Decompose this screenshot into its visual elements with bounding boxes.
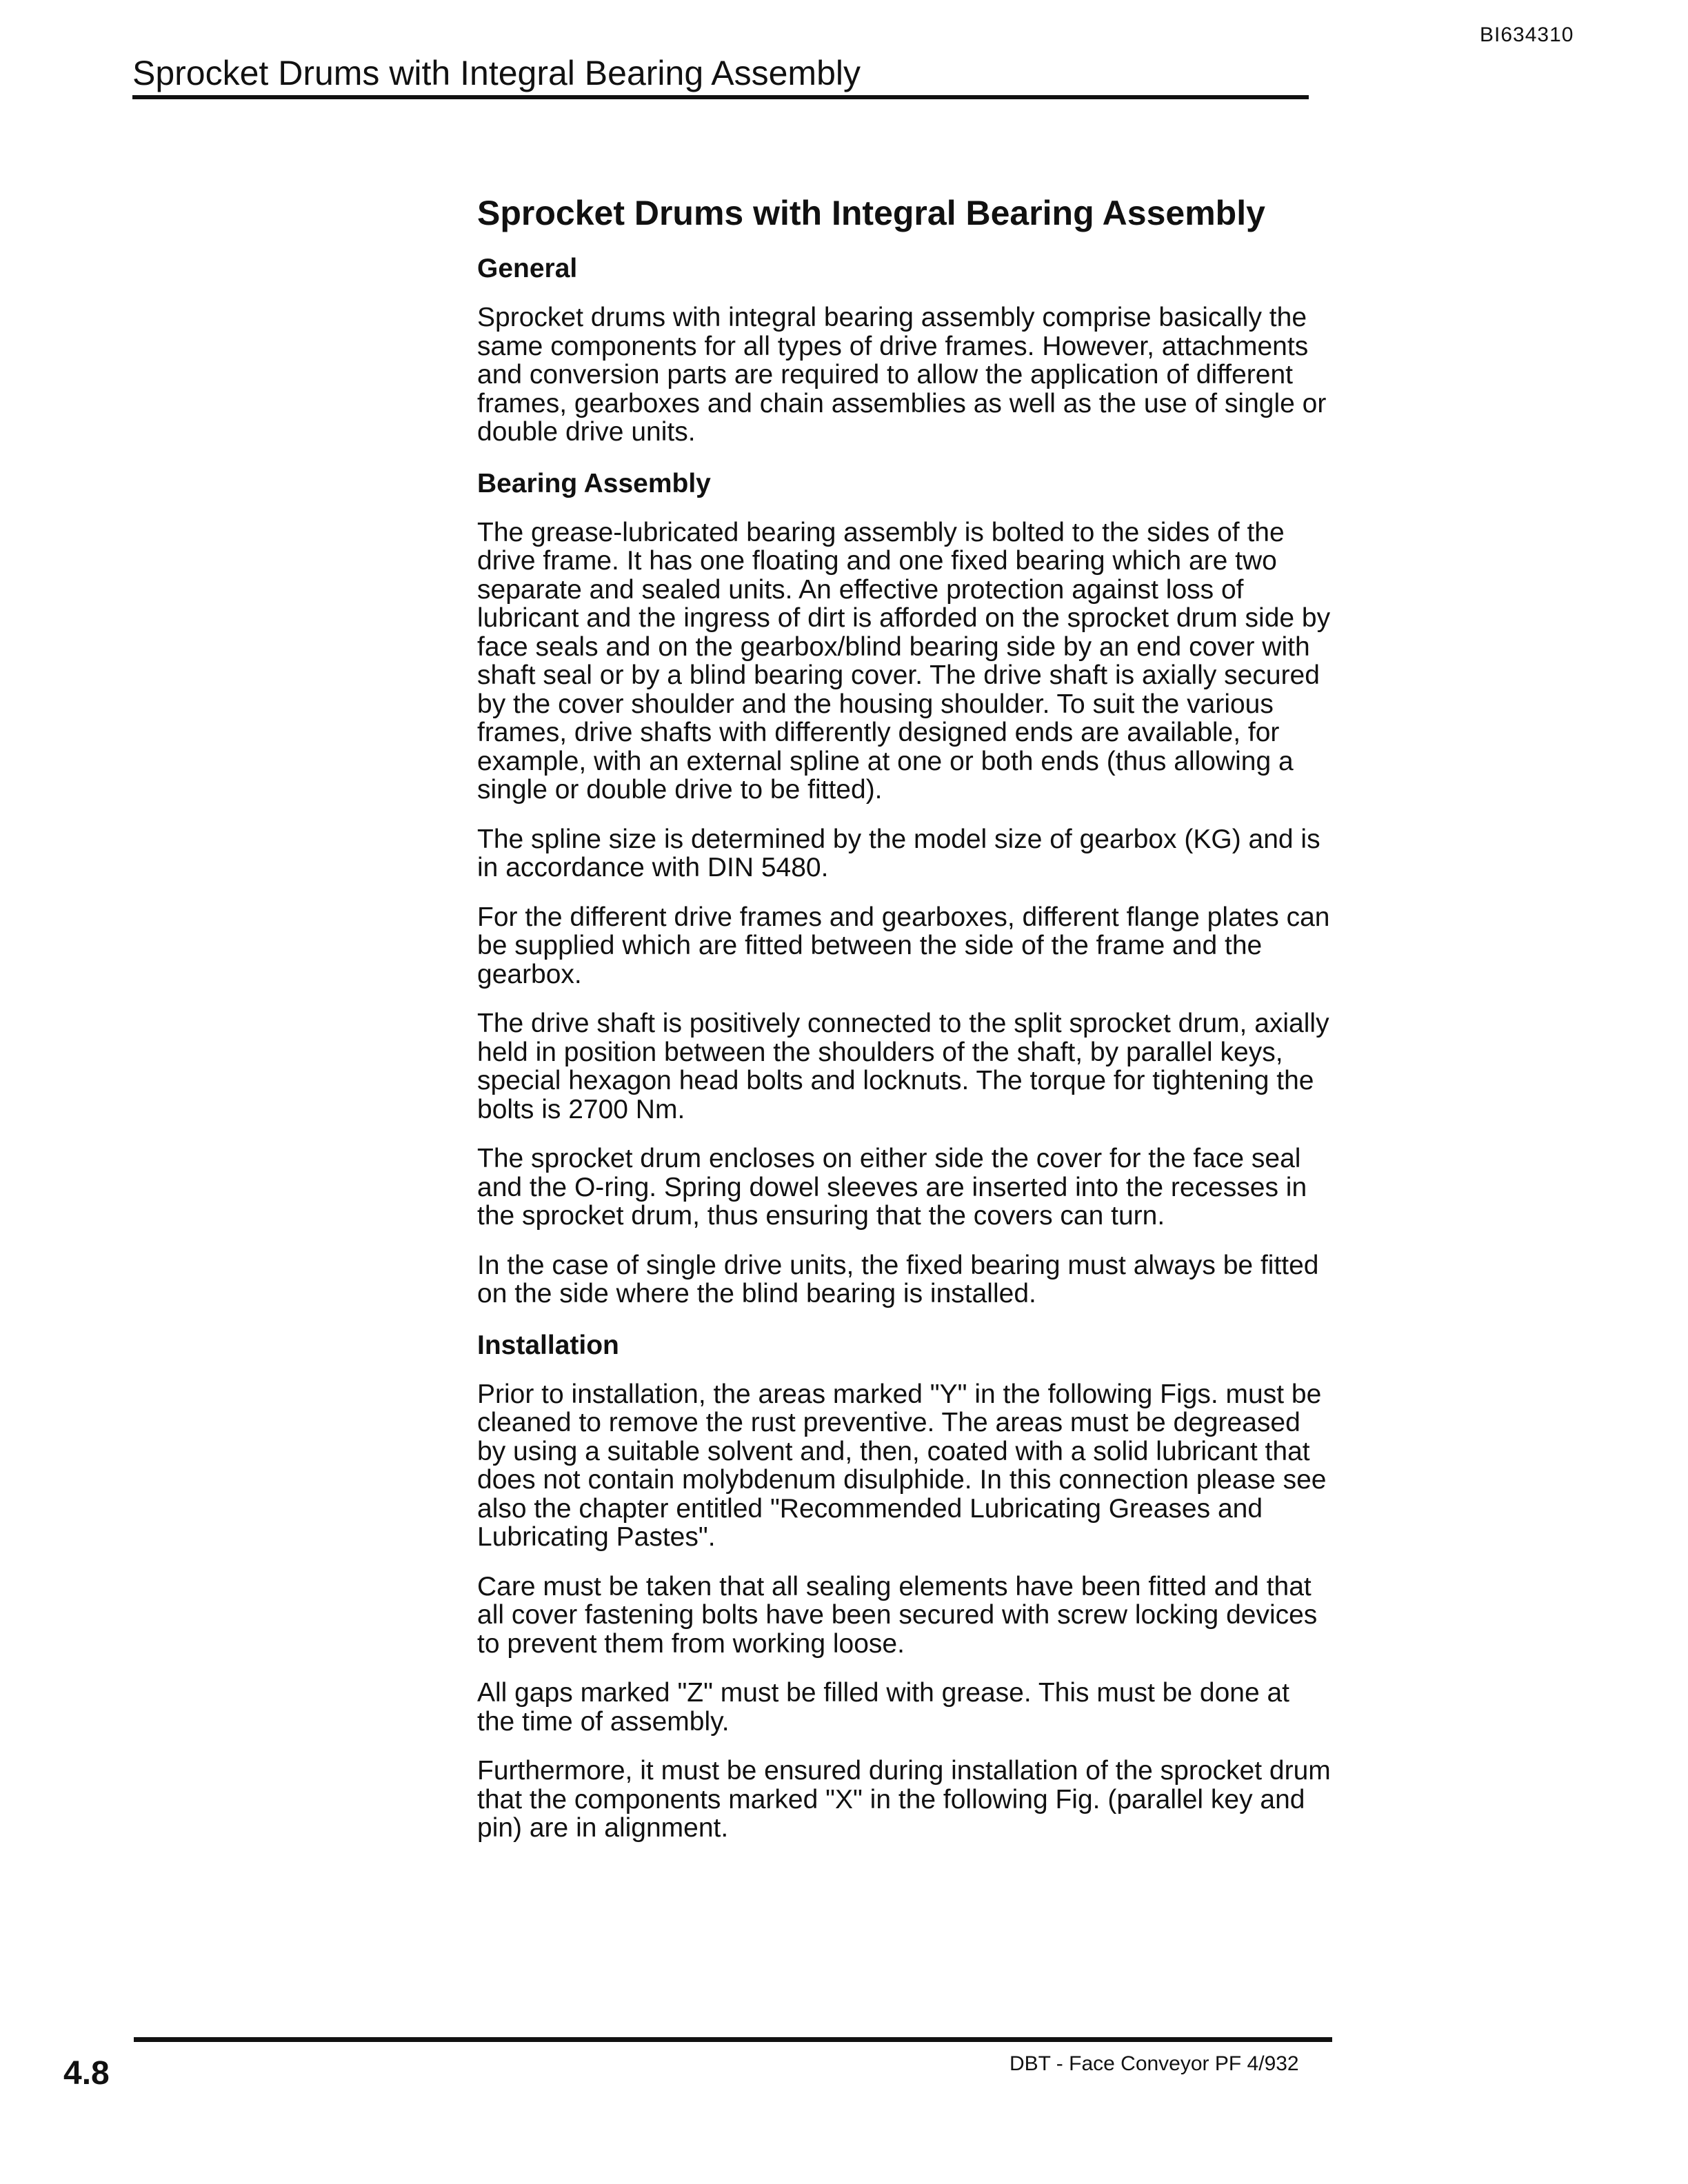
paragraph-installation-4: Furthermore, it must be ensured during installation of the sprocket drum that the components marked "X" in the following Fig. (parallel key and pin) are in alignment.: [477, 1756, 1331, 1843]
subheading-installation: Installation: [477, 1330, 619, 1360]
paragraph-bearing-assembly-6: In the case of single drive units, the fixed bearing must always be fitted on the side where the blind bearing is installed.: [477, 1250, 1319, 1308]
footer-text: DBT - Face Conveyor PF 4/932: [1009, 2052, 1299, 2075]
paragraph-bearing-assembly-3: For the different drive frames and gearboxes, different flange plates can be supplied which are fitted between the side of the frame and the gearbox.: [477, 902, 1330, 989]
section-content: [477, 192, 1332, 1863]
paragraph-bearing-assembly-2: The spline size is determined by the model size of gearbox (KG) and is in accordance with DIN 5480.: [477, 824, 1320, 882]
running-header: Sprocket Drums with Integral Bearing Assembly: [132, 52, 1309, 99]
page-number: 4.8: [63, 2055, 110, 2092]
paragraph-installation-2: Care must be taken that all sealing elements have been fitted and that all cover fastening bolts have been secured with screw locking devices to prevent them from working loose.: [477, 1571, 1318, 1659]
footer-rule: [134, 2037, 1332, 2042]
paragraph-bearing-assembly-5: The sprocket drum encloses on either side the cover for the face seal and the O-ring. Spring dowel sleeves are inserted into the recesses in the sprocket drum, thus ensuring that the covers can turn.: [477, 1144, 1307, 1231]
paragraph-general: Sprocket drums with integral bearing assembly comprise basically the same components for all types of drive frames. However, attachments and conversion parts are required to allow the application of different frames, gearboxes and chain assemblies as well as the use of single or double drive units.: [477, 303, 1327, 447]
paragraph-bearing-assembly-1: The grease-lubricated bearing assembly is bolted to the sides of the drive frame. It has one floating and one fixed bearing which are two separate and sealed units. An effective protection against loss of lubricant and the ingress of dirt is afforded on the sprocket drum side by face seals and on the gearbox/blind bearing side by an end cover with shaft seal or by a blind bearing cover. The drive shaft is axially secured by the cover shoulder and the housing shoulder. To suit the various frames, drive shafts with differently designed ends are available, for example, with an external spline at one or both ends (thus allowing a single or double drive to be fitted).: [477, 517, 1331, 805]
subheading-bearing-assembly: Bearing Assembly: [477, 468, 711, 498]
paragraph-installation-1: Prior to installation, the areas marked "Y" in the following Figs. must be cleaned to remove the rust preventive. The areas must be degreased by using a suitable solvent and, then, coated with a solid lubricant that does not contain molybdenum disulphide. In this connection please see also the chapter entitled "Recommended Lubricating Greases and Lubricating Pastes".: [477, 1379, 1327, 1552]
subheading-general: General: [477, 254, 578, 283]
paragraph-bearing-assembly-4: The drive shaft is positively connected to the split sprocket drum, axially held in position between the shoulders of the shaft, by parallel keys, special hexagon head bolts and locknuts. The torque for tightening the bolts is 2700 Nm.: [477, 1009, 1329, 1124]
document-id: BI634310: [1480, 23, 1574, 46]
paragraph-installation-3: All gaps marked "Z" must be filled with grease. This must be done at the time of assembly.: [477, 1678, 1290, 1737]
section-title: Sprocket Drums with Integral Bearing Assembly: [477, 194, 1265, 232]
